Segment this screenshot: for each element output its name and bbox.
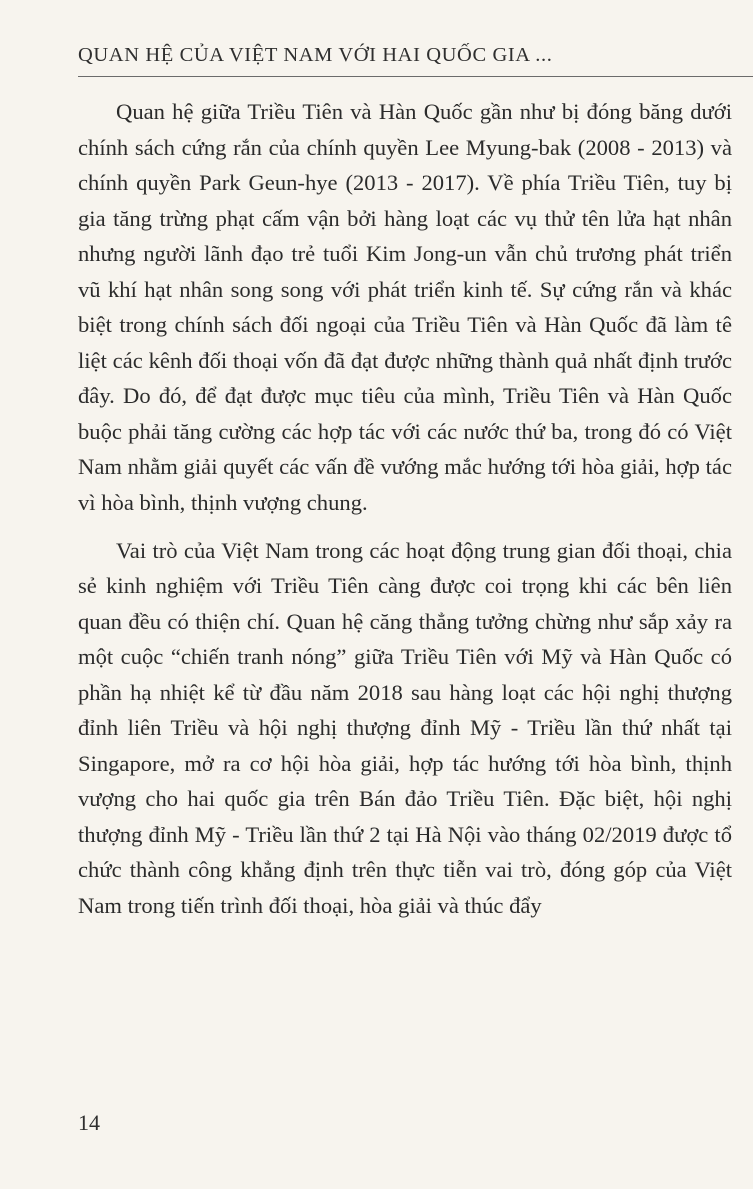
paragraph-2: Vai trò của Việt Nam trong các hoạt động trung gian đối thoại, chia sẻ kinh nghiệm với Triều Tiên càng được coi trọng khi các bên liên quan đều có thiện chí. Quan hệ căng thẳng tưởng chừng như sắp xảy ra một cuộc “chiến tranh nóng” giữa Triều Tiên với Mỹ và Hàn Quốc có phần hạ nhiệt kể từ đầu năm 2018 sau hàng loạt các hội nghị thượng đỉnh liên Triều và hội nghị thượng đỉnh Mỹ - Triều lần thứ nhất tại Singapore, mở ra cơ hội hòa giải, hợp tác hướng tới hòa bình, thịnh vượng cho hai quốc gia trên Bán đảo Triều Tiên. Đặc biệt, hội nghị thượng đỉnh Mỹ - Triều lần thứ 2 tại Hà Nội vào tháng 02/2019 được tổ chức thành công khẳng định trên thực tiễn vai trò, đóng góp của Việt Nam trong tiến trình đối thoại, hòa giải và thúc đẩy — [78, 537, 732, 919]
running-header: QUAN HỆ CỦA VIỆT NAM VỚI HAI QUỐC GIA ... — [78, 44, 553, 66]
page-number: 14 — [78, 1110, 100, 1135]
paragraph-1: Quan hệ giữa Triều Tiên và Hàn Quốc gần như bị đóng băng dưới chính sách cứng rắn của chính quyền Lee Myung-bak (2008 - 2013) và chính quyền Park Geun-hye (2013 - 2017). Về phía Triều Tiên, tuy bị gia tăng trừng phạt cấm vận bởi hàng loạt các vụ thử tên lửa hạt nhân nhưng người lãnh đạo trẻ tuổi Kim Jong-un vẫn chủ trương phát triển vũ khí hạt nhân song song với phát triển kinh tế. Sự cứng rắn và khác biệt trong chính sách đối ngoại của Triều Tiên và Hàn Quốc đã làm tê liệt các kênh đối thoại vốn đã đạt được những thành quả nhất định trước đây. Do đó, để đạt được mục tiêu của mình, Triều Tiên và Hàn Quốc buộc phải tăng cường các hợp tác với các nước thứ ba, trong đó có Việt Nam nhằm giải quyết các vấn đề vướng mắc hướng tới hòa giải, hợp tác vì hòa bình, thịnh vượng chung. — [78, 99, 732, 516]
header-rule — [78, 76, 753, 77]
body-text — [78, 94, 732, 924]
